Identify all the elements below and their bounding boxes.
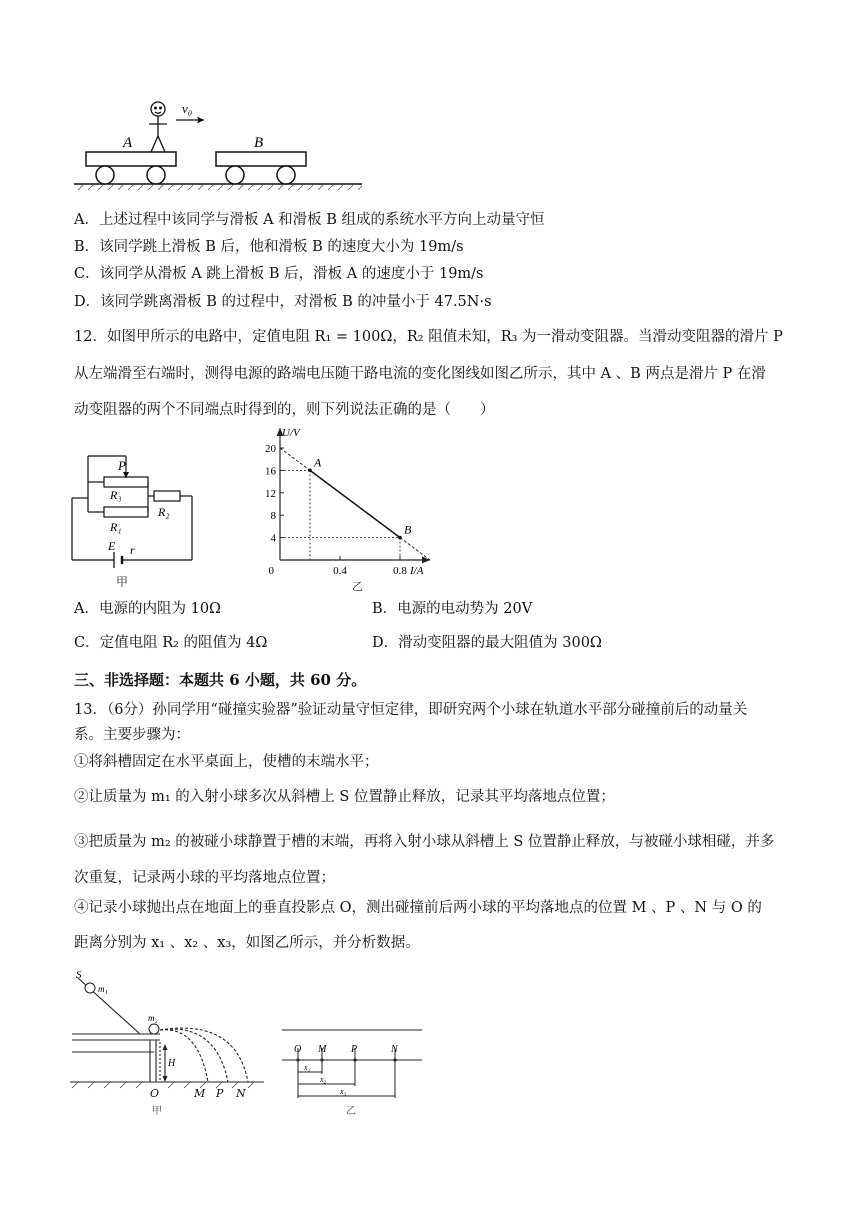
q13-step-3-line-1: ③把质量为 m₂ 的被碰小球静置于槽的末端，再将入射小球从斜槽上 S 位置静止释放，与被碰小球相碰，并多 [74, 834, 775, 850]
svg-text:R₁: R₁ [110, 520, 122, 534]
point-label-b: B [404, 522, 412, 537]
q12-option-d: D．滑动变阻器的最大阻值为 300Ω [372, 635, 602, 651]
svg-text:E: E [108, 539, 116, 553]
x-tick-label: 0.4 [333, 565, 347, 577]
section-title: 三、非选择题：本题共 6 小题，共 60 分。 [74, 671, 367, 689]
q13-step-4-line-1: ④记录小球抛出点在地面上的垂直投影点 O，测出碰撞前后两小球的平均落地点的位置 M 、P 、N 与 O 的 [74, 900, 762, 916]
y-tick-label: 20 [265, 443, 276, 455]
fig-a-label-m: M [194, 1087, 206, 1100]
q12-option-b: B．电源的电动势为 20V [372, 601, 533, 617]
point-a [308, 469, 312, 473]
label-b: B [254, 135, 264, 151]
series-line-ab [310, 470, 400, 537]
origin-label: 0 [268, 565, 274, 577]
skateboard-figure [72, 96, 372, 196]
q11-option-c: C．该同学从滑板 A 跳上滑板 B 后，滑板 A 的速度小于 19m/s [74, 266, 484, 282]
x-tick-label: 0.8 [393, 565, 407, 577]
series-extension-right [400, 538, 430, 560]
svg-text:R₂: R₂ [158, 505, 170, 519]
q13-step-4-line-2: 距离分别为 x₁ 、x₂ 、x₃，如图乙所示，并分析数据。 [74, 935, 420, 951]
svg-text:M: M [318, 1044, 327, 1055]
ui-graph [250, 420, 450, 598]
q13-step-3-line-2: 次重复，记录两小球的平均落地点位置； [74, 870, 335, 886]
q11-option-a: A．上述过程中该同学与滑板 A 和滑板 B 组成的系统水平方向上动量守恒 [74, 212, 545, 228]
fig-a-caption: 甲 [152, 1106, 162, 1117]
q11-option-b: B．该同学跳上滑板 B 后，他和滑板 B 的速度大小为 19m/s [74, 239, 464, 255]
y-tick-label: 12 [265, 487, 276, 500]
circuit-diagram [64, 448, 204, 594]
fig-a-label-n: N [236, 1087, 246, 1100]
svg-text:O: O [294, 1044, 302, 1055]
x-axis-label: I/A [410, 565, 424, 577]
collision-apparatus-figure [68, 966, 268, 1090]
y-tick-label: 4 [270, 532, 276, 545]
svg-text:m₁: m₁ [98, 984, 108, 994]
y-tick-label: 16 [265, 465, 276, 478]
series-extension-left [280, 448, 310, 470]
svg-text:r: r [130, 543, 135, 557]
svg-text:P: P [118, 458, 126, 473]
q11-option-d: D．该同学跳离滑板 B 的过程中，对滑板 B 的冲量小于 47.5N·s [74, 294, 492, 310]
fig-b-caption: 乙 [346, 1106, 356, 1117]
fig-a-label-o: O [150, 1087, 160, 1100]
point-b [398, 536, 402, 540]
q12-stem-line-1: 12．如图甲所示的电路中，定值电阻 R₁ = 100Ω，R₂ 阻值未知，R₃ 为一滑动变阻器。当滑动变阻器的滑片 P [74, 329, 783, 345]
svg-text:S: S [76, 969, 82, 981]
q13-step-1: ①将斜槽固定在水平桌面上，使槽的末端水平； [74, 754, 379, 770]
q12-stem-line-3: 动变阻器的两个不同端点时得到的，则下列说法正确的是（ ） [74, 402, 495, 418]
q13-stem-line-1: 13．（6分）孙同学用“碰撞实验器”验证动量守恒定律，即研究两个小球在轨道水平部分碰撞前后的动量关 [74, 702, 748, 718]
svg-text:甲: 甲 [116, 575, 129, 589]
svg-text:x₂: x₂ [320, 1075, 327, 1084]
svg-text:H: H [168, 1058, 176, 1069]
q12-stem-line-2: 从左端滑至右端时，测得电源的路端电压随干路电流的变化图线如图乙所示，其中 A 、B 两点是滑片 P 在滑 [74, 366, 766, 382]
svg-text:R₃: R₃ [110, 488, 122, 502]
label-v0: v₀ [182, 101, 193, 116]
svg-text:N: N [391, 1044, 398, 1055]
q13-stem-line-2: 系。主要步骤为： [74, 727, 190, 743]
point-label-a: A [314, 455, 322, 470]
y-tick-label: 8 [270, 510, 276, 523]
label-a: A [123, 135, 133, 151]
q12-option-a: A．电源的内阻为 10Ω [74, 601, 222, 617]
graph-caption: 乙 [352, 581, 363, 593]
svg-text:x₁: x₁ [304, 1063, 311, 1072]
q12-option-c: C．定值电阻 R₂ 的阻值为 4Ω [74, 635, 268, 651]
fig-a-label-p: P [216, 1087, 224, 1100]
svg-text:m₂: m₂ [148, 1013, 158, 1023]
landing-distance-figure [282, 1024, 424, 1104]
person-icon [149, 102, 167, 152]
q13-step-2: ②让质量为 m₁ 的入射小球多次从斜槽上 S 位置静止释放，记录其平均落地点位置； [74, 789, 615, 805]
svg-text:P: P [351, 1044, 358, 1055]
svg-text:x₃: x₃ [340, 1087, 347, 1096]
y-axis-label: U/V [282, 427, 300, 439]
